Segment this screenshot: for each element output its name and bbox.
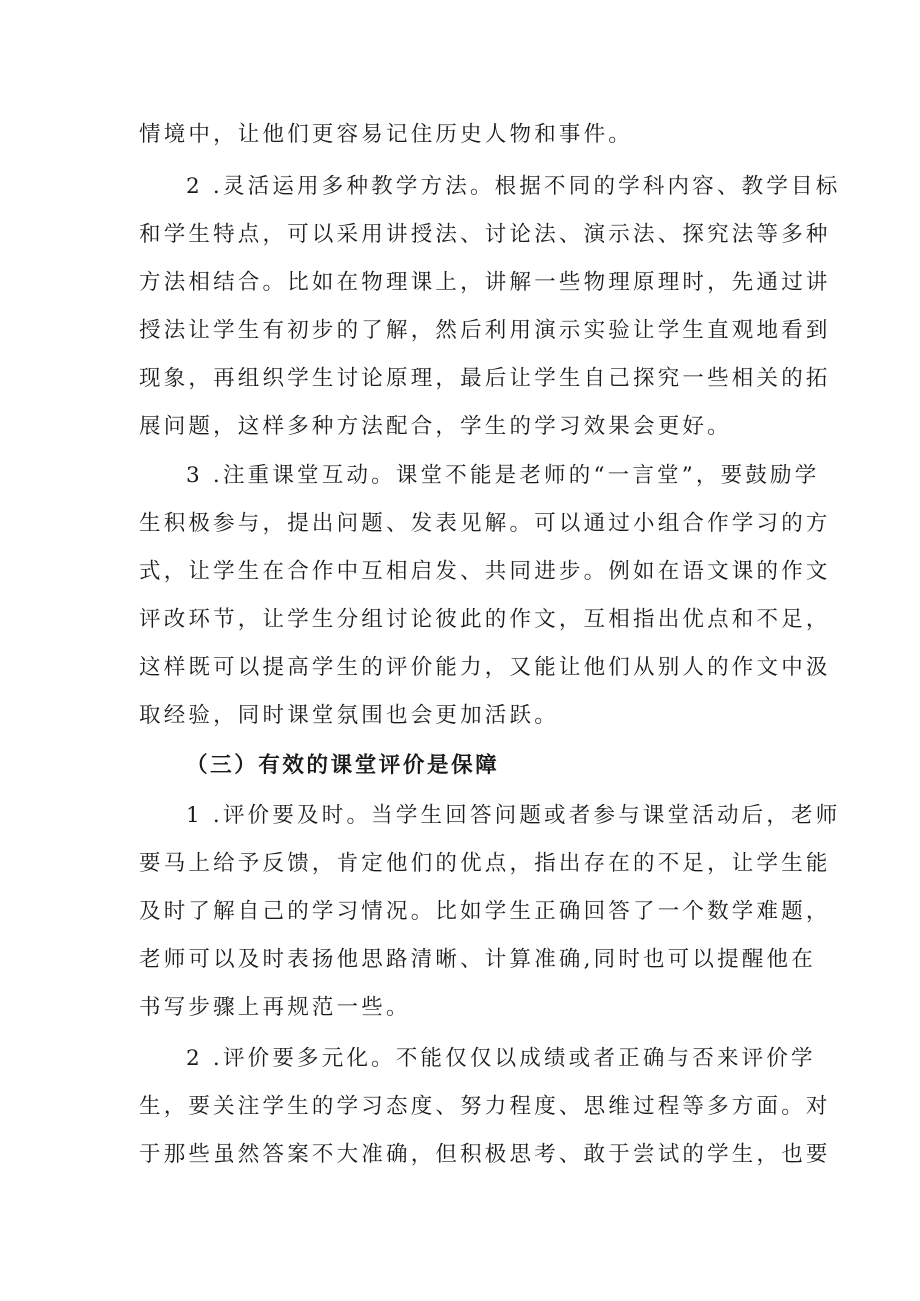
list-item-line: 1 .评价要及时。当学生回答问题或者参与课堂活动后，老师: [186, 803, 841, 828]
paragraph-line: 方法相结合。比如在物理课上，讲解一些物理原理时，先通过讲: [139, 270, 831, 295]
paragraph-line: 式，让学生在合作中互相启发、共同进步。例如在语文课的作文: [139, 559, 831, 584]
paragraph-line: 授法让学生有初步的了解，然后利用演示实验让学生直观地看到: [139, 318, 831, 343]
paragraph-line: 老师可以及时表扬他思路清晰、计算准确,同时也可以提醒他在: [139, 947, 816, 972]
paragraph-line: 要马上给予反馈，肯定他们的优点，指出存在的不足，让学生能: [139, 851, 831, 876]
paragraph-line: 情境中，让他们更容易记住历史人物和事件。: [139, 122, 634, 147]
paragraph-line: 取经验，同时课堂氛围也会更加活跃。: [139, 703, 559, 728]
paragraph-line: 评改环节，让学生分组讨论彼此的作文，互相指出优点和不足，: [139, 607, 831, 632]
list-item-line: 2 .灵活运用多种教学方法。根据不同的学科内容、教学目标: [186, 174, 841, 199]
paragraph-line: 这样既可以提高学生的评价能力，又能让他们从别人的作文中汲: [139, 655, 831, 680]
section-heading: （三）有效的课堂评价是保障: [186, 753, 500, 778]
list-item-line: 2 .评价要多元化。不能仅仅以成绩或者正确与否来评价学: [186, 1046, 816, 1071]
paragraph-line: 现象，再组织学生讨论原理，最后让学生自己探究一些相关的拓: [139, 366, 831, 391]
paragraph-line: 和学生特点，可以采用讲授法、讨论法、演示法、探究法等多种: [139, 222, 831, 247]
list-item-line: 3 .注重课堂互动。课堂不能是老师的“一言堂”，要鼓励学: [186, 463, 820, 488]
paragraph-line: 生，要关注学生的学习态度、努力程度、思维过程等多方面。对: [139, 1094, 831, 1119]
paragraph-line: 于那些虽然答案不大准确，但积极思考、敢于尝试的学生，也要: [139, 1142, 831, 1167]
paragraph-line: 书写步骤上再规范一些。: [139, 995, 411, 1020]
paragraph-line: 及时了解自己的学习情况。比如学生正确回答了一个数学难题，: [139, 899, 831, 924]
paragraph-line: 生积极参与，提出问题、发表见解。可以通过小组合作学习的方: [139, 511, 831, 536]
paragraph-line: 展问题，这样多种方法配合，学生的学习效果会更好。: [139, 414, 732, 439]
